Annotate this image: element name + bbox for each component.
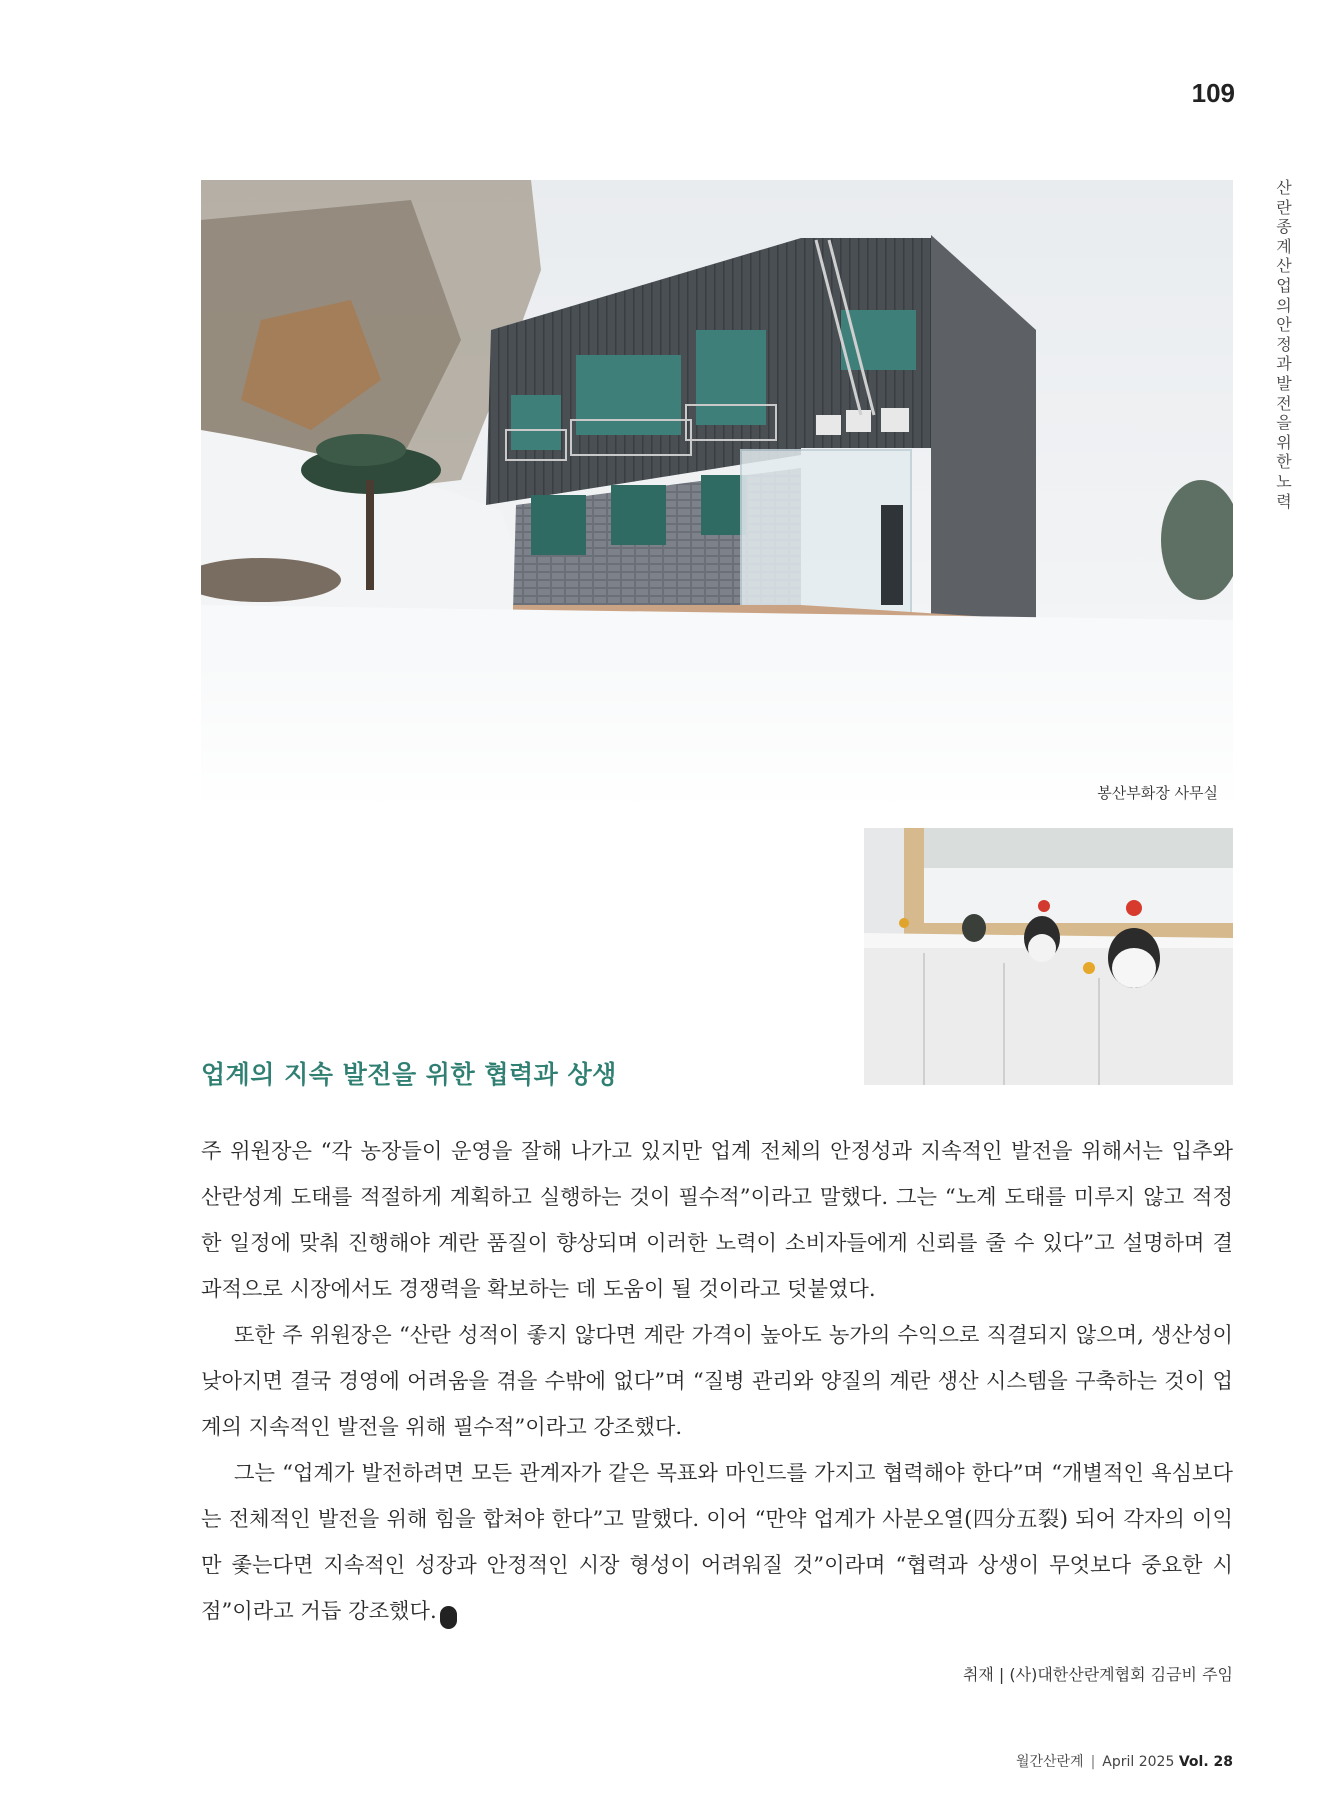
paragraph: 주 위원장은 “각 농장들이 운영을 잘해 나가고 있지만 업계 전체의 안정성과 지속적인 발전을 위해서는 입추와 산란성계 도태를 적절하게 계획하고 실행하는 것이 필수적”이라고 말했다. 그는 “노계 도태를 미루지 않고 적정한 일정에 맞춰 진행해야 계란 품질이 향상되며 이러한 노력이 소비자들에게 신뢰를 줄 수 있다”고 설명하며 결과적으로 시장에서도 경쟁력을 확보하는 데 도움이 될 것이라고 덧붙였다. [201, 1138, 1233, 1301]
paragraph: 또한 주 위원장은 “산란 성적이 좋지 않다면 계란 가격이 높아도 농가의 수익으로 직결되지 않으며, 생산성이 낮아지면 결국 경영에 어려움을 겪을 수밖에 없다”며 “질병 관리와 양질의 계란 생산 시스템을 구축하는 것이 업계의 지속적인 발전을 위해 필수적”이라고 강조했다. [201, 1322, 1233, 1439]
office-building-photo [201, 180, 1233, 810]
page-footer [833, 1751, 1233, 1771]
volume-number: Vol. 28 [1178, 1754, 1233, 1770]
byline: 취재 | (사)대한산란계협회 김금비 주임 [962, 1665, 1233, 1684]
paragraph [201, 1450, 1233, 1634]
paragraph-text: 그는 “업계가 발전하려면 모든 관계자가 같은 목표와 마인드를 가지고 협력해야 한다”며 “개별적인 욕심보다는 전체적인 발전을 위해 힘을 합쳐야 한다”고 말했다. 이어 “만약 업계가 사분오열(四分五裂) 되어 각자의 이익만 좇는다면 지속적인 성장과 안정적인 시장 형성이 어려워질 것”이라며 “협력과 상생이 무엇보다 중요한 시점”이라고 거듭 강조했다. [201, 1460, 1233, 1623]
article-end-mark: 독 [440, 1606, 457, 1629]
section-heading: 업계의 지속 발전을 위한 협력과 상생 [201, 1060, 617, 1089]
article-body [201, 1128, 1233, 1634]
magazine-name: 월간산란계 [1015, 1754, 1084, 1770]
page-number: 109 [1191, 78, 1235, 108]
footer-separator: | [1090, 1754, 1096, 1770]
main-photo-caption: 봉산부화장 사무실 [1097, 784, 1218, 802]
rooster-figurines-photo [864, 828, 1233, 1085]
running-section-title: 산란종계 산업의 안정과 발전을 위한 노력 [1276, 178, 1297, 511]
issue-date: April 2025 [1102, 1754, 1175, 1770]
